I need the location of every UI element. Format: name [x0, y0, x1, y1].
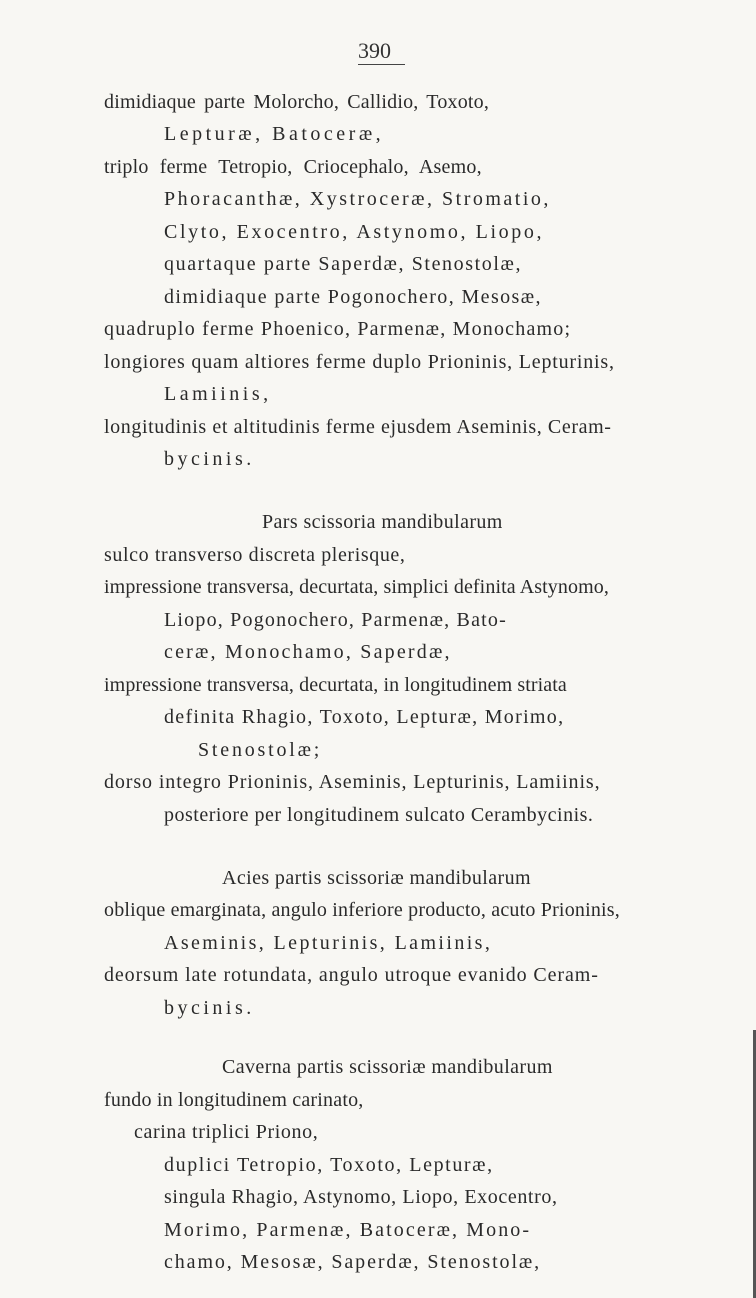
text-line: longiores quam altiores ferme duplo Prioninis, Lepturinis,	[104, 351, 615, 373]
text-line: singula Rhagio, Astynomo, Liopo, Exocentro,	[164, 1186, 558, 1208]
text-line: impressione transversa, decurtata, in longitudinem striata	[104, 674, 567, 696]
text-line: impressione transversa, decurtata, simplici definita Astynomo,	[104, 576, 609, 598]
text-line: oblique emarginata, angulo inferiore producto, acuto Prioninis,	[104, 899, 620, 921]
text-line: longitudinis et altitudinis ferme ejusdem Aseminis, Ceram-	[104, 416, 612, 438]
text-line: Clyto, Exocentro, Astynomo, Liopo,	[164, 221, 545, 243]
text-line: bycinis.	[164, 448, 255, 470]
text-line: quartaque parte Saperdæ, Stenostolæ,	[164, 253, 523, 275]
page-number: 390	[358, 38, 405, 65]
text-line: dimidiaque parte Molorcho, Callidio, Toxoto,	[104, 91, 490, 113]
text-line: dorso integro Prioninis, Aseminis, Lepturinis, Lamiinis,	[104, 771, 601, 793]
text-line: Phoracanthæ, Xystroceræ, Stromatio,	[164, 188, 551, 210]
text-line: Morimo, Parmenæ, Batoceræ, Mono-	[164, 1219, 532, 1241]
text-line: ceræ, Monochamo, Saperdæ,	[164, 641, 452, 663]
text-line: posteriore per longitudinem sulcato Cerambycinis.	[164, 804, 594, 826]
section-heading: Caverna partis scissoriæ mandibularum	[222, 1056, 553, 1078]
text-line: chamo, Mesosæ, Saperdæ, Stenostolæ,	[164, 1251, 542, 1273]
text-line: definita Rhagio, Toxoto, Lepturæ, Morimo,	[164, 706, 565, 728]
text-line: carina triplici Priono,	[134, 1121, 319, 1143]
text-line: Aseminis, Lepturinis, Lamiinis,	[164, 932, 493, 954]
text-line: Lepturæ, Batoceræ,	[164, 123, 385, 145]
text-line: deorsum late rotundata, angulo utroque evanido Ceram-	[104, 964, 599, 986]
section-heading: Acies partis scissoriæ mandibularum	[222, 867, 531, 889]
text-line: sulco transverso discreta plerisque,	[104, 544, 406, 566]
text-line: duplici Tetropio, Toxoto, Lepturæ,	[164, 1154, 494, 1176]
text-line: bycinis.	[164, 997, 255, 1019]
section-heading: Pars scissoria mandibularum	[262, 511, 503, 533]
text-line: dimidiaque parte Pogonochero, Mesosæ,	[164, 286, 542, 308]
text-line: triplo ferme Tetropio, Criocephalo, Asemo,	[104, 156, 482, 178]
text-line: Stenostolæ;	[198, 739, 323, 761]
text-line: Liopo, Pogonochero, Parmenæ, Bato-	[164, 609, 507, 631]
text-line: Lamiinis,	[164, 383, 272, 405]
text-line: quadruplo ferme Phoenico, Parmenæ, Monochamo;	[104, 318, 572, 340]
text-line: fundo in longitudinem carinato,	[104, 1089, 364, 1111]
